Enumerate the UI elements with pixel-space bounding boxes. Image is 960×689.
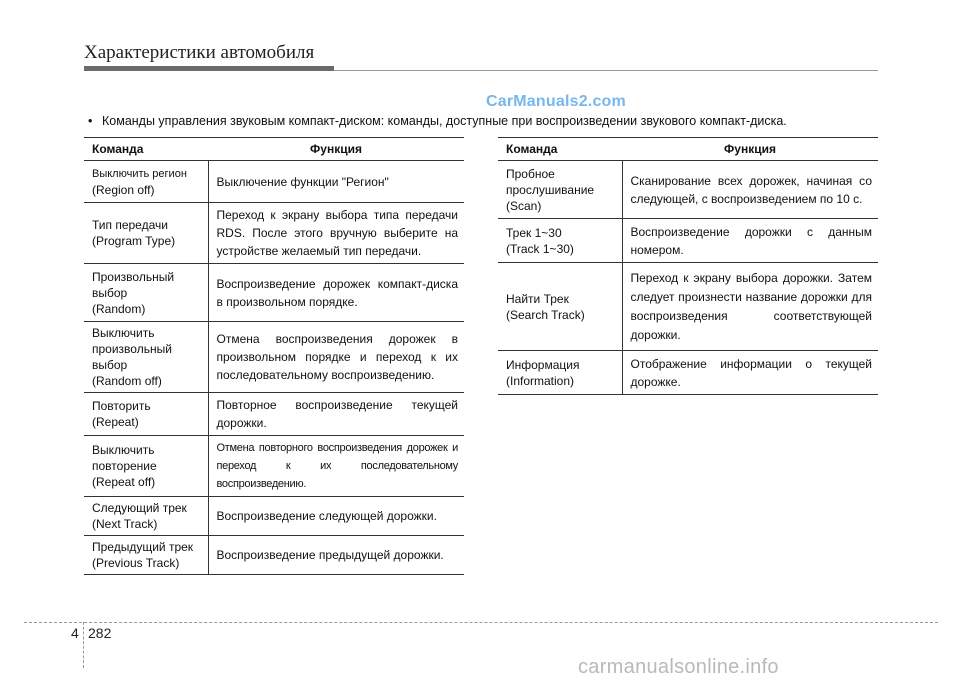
column-header-command: Команда — [498, 138, 622, 161]
table-row — [498, 219, 878, 263]
command-name-cont: прослушивание — [506, 182, 595, 197]
command-name: Предыдущий трек — [92, 540, 194, 554]
function-cell: Отмена повторного воспроизведения дорожек и переход к их последовательному воспроизведению. — [208, 436, 464, 497]
command-english: (Program Type) — [92, 234, 176, 248]
command-english: (Scan) — [506, 198, 542, 213]
command-name: Выключить регион — [92, 167, 187, 180]
command-name-cont: выбор — [92, 285, 128, 300]
command-name: Информация — [506, 357, 580, 372]
command-english: (Next Track) — [92, 517, 158, 531]
command-name: Найти Трек — [506, 291, 569, 306]
command-name: Следующий трек — [92, 501, 187, 515]
table-row — [84, 161, 464, 203]
command-english: (Information) — [506, 373, 575, 388]
command-name: Пробное — [506, 166, 555, 181]
command-cell — [498, 161, 622, 219]
table-row — [498, 263, 878, 351]
command-english: (Search Track) — [506, 307, 585, 322]
function-cell: Воспроизведение дорожки с данным номером. — [622, 219, 878, 263]
command-english: (Random) — [92, 301, 146, 316]
command-name: Трек 1~30 — [506, 225, 562, 240]
table-row — [498, 351, 878, 395]
table-row — [84, 497, 464, 536]
function-cell: Повторное воспроизведение текущей дорожки. — [208, 393, 464, 436]
command-cell — [84, 436, 208, 497]
command-name: Выключить — [92, 443, 155, 457]
header-rule — [334, 70, 878, 71]
command-cell — [84, 203, 208, 264]
table-row — [84, 393, 464, 436]
intro-text: Команды управления звуковым компакт-диском: команды, доступные при воспроизведении звукового компакт-диска. — [102, 114, 787, 128]
command-name: Повторить — [92, 399, 151, 413]
page-section-title: Характеристики автомобиля — [84, 42, 315, 63]
command-name: Произвольный — [92, 269, 175, 284]
command-english: (Region off) — [92, 182, 155, 197]
footer-dashed-rule — [24, 622, 938, 623]
command-english: (Track 1~30) — [506, 241, 574, 256]
function-cell: Воспроизведение дорожек компакт-диска в произвольном порядке. — [208, 264, 464, 322]
command-cell — [84, 497, 208, 536]
column-header-function: Функция — [622, 138, 878, 161]
table-row — [84, 203, 464, 264]
table-header-row — [498, 138, 878, 161]
command-english: (Repeat) — [92, 415, 139, 429]
command-name: Выключить — [92, 326, 155, 340]
commands-table-left — [84, 137, 464, 575]
function-cell: Выключение функции "Регион" — [208, 161, 464, 203]
header-accent-bar — [84, 66, 334, 71]
command-name-cont: выбор — [92, 358, 128, 372]
command-english: (Random off) — [92, 374, 162, 388]
command-english: (Repeat off) — [92, 475, 156, 489]
function-cell: Отображение информации о текущей дорожке. — [622, 351, 878, 395]
column-header-command: Команда — [84, 138, 208, 161]
command-cell — [84, 161, 208, 203]
command-cell — [498, 219, 622, 263]
bullet-glyph: • — [88, 114, 93, 128]
command-cell — [84, 322, 208, 393]
table-row — [498, 161, 878, 219]
watermark-top: CarManuals2.com — [486, 93, 626, 110]
function-cell: Отмена воспроизведения дорожек в произвольном порядке и переход к их последовательному воспроизведению. — [208, 322, 464, 393]
command-cell — [84, 393, 208, 436]
command-cell — [84, 264, 208, 322]
page-number: 282 — [88, 625, 112, 641]
command-name: Тип передачи — [92, 218, 168, 232]
command-name-cont: произвольный — [92, 342, 172, 356]
function-cell: Воспроизведение следующей дорожки. — [208, 497, 464, 536]
command-cell — [498, 263, 622, 351]
footer-dashed-divider — [83, 622, 84, 668]
command-cell — [498, 351, 622, 395]
table-row — [84, 322, 464, 393]
chapter-number: 4 — [71, 625, 79, 641]
intro-paragraph — [88, 114, 787, 128]
table-row — [84, 264, 464, 322]
watermark-bottom: carmanualsonline.info — [578, 656, 779, 678]
command-name-cont: повторение — [92, 459, 157, 473]
column-header-function: Функция — [208, 138, 464, 161]
command-english: (Previous Track) — [92, 556, 180, 570]
table-row — [84, 536, 464, 575]
table-row — [84, 436, 464, 497]
table-header-row — [84, 138, 464, 161]
function-cell: Переход к экрану выбора дорожки. Затем следует произнести название дорожки для воспроизведения соответствующей дорожки. — [622, 263, 878, 351]
function-cell: Сканирование всех дорожек, начиная со следующей, с воспроизведением по 10 с. — [622, 161, 878, 219]
function-cell: Воспроизведение предыдущей дорожки. — [208, 536, 464, 575]
command-cell — [84, 536, 208, 575]
function-cell: Переход к экрану выбора типа передачи RDS. После этого вручную выберите на устройстве желаемый тип передачи. — [208, 203, 464, 264]
commands-table-right — [498, 137, 878, 395]
